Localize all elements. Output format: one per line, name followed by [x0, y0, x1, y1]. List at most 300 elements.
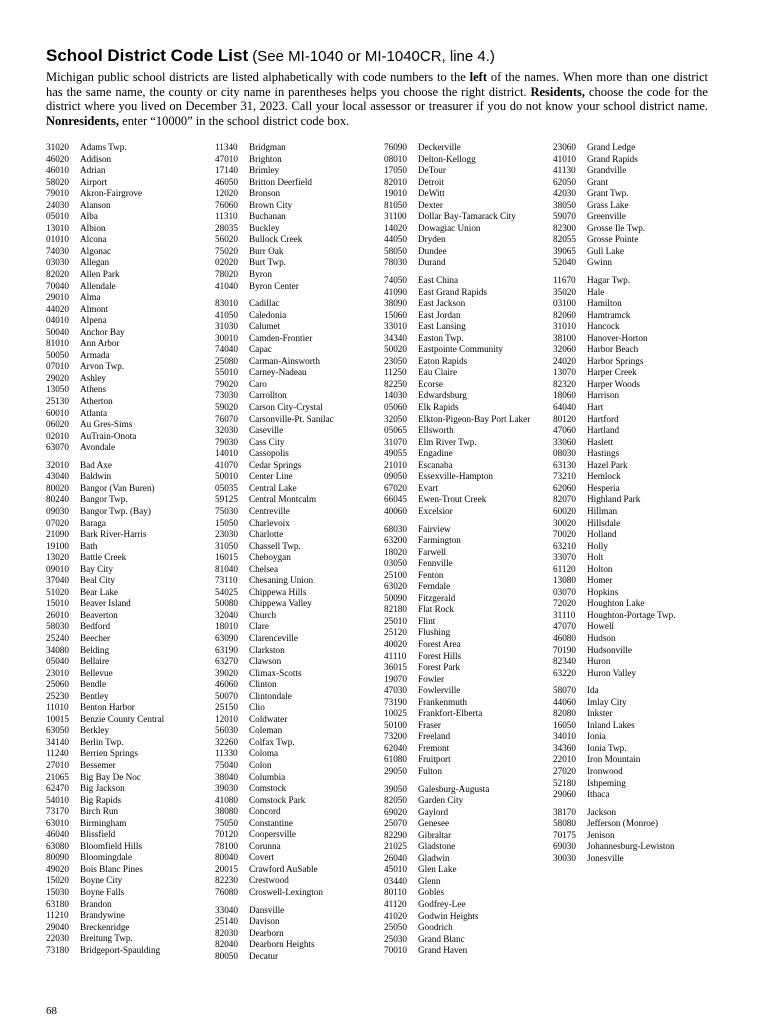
district-code: 31030: [215, 321, 238, 332]
district-code: 68030: [384, 523, 407, 534]
district-name: Bentley: [80, 690, 109, 701]
district-code: 82250: [384, 378, 407, 389]
district-row: [553, 766, 723, 778]
district-code: 44060: [553, 696, 576, 707]
district-row: [215, 795, 385, 807]
district-name: Allen Park: [80, 269, 120, 280]
district-row: [46, 621, 216, 633]
district-code: 25070: [384, 818, 407, 829]
district-row: [384, 437, 554, 449]
district-code: 32060: [553, 344, 576, 355]
district-row: [46, 442, 216, 454]
district-name: Gladwin: [418, 852, 450, 863]
district-row: [215, 621, 385, 633]
district-code: 50100: [384, 719, 407, 730]
district-code: 45010: [384, 864, 407, 875]
district-code: 81040: [215, 563, 238, 574]
district-code: 09010: [46, 563, 69, 574]
district-name: Bridgeport-Spaulding: [80, 944, 161, 955]
district-row: [553, 460, 723, 472]
district-column-4: [553, 142, 723, 864]
district-row: [215, 564, 385, 576]
district-code: 70010: [384, 945, 407, 956]
district-code: 63220: [553, 667, 576, 678]
district-name: Hillsdale: [587, 517, 621, 528]
district-code: 80050: [215, 950, 238, 961]
district-code: 59125: [215, 494, 238, 505]
district-name: Carman-Ainsworth: [249, 355, 320, 366]
district-name: Corunna: [249, 840, 281, 851]
district-row: [215, 806, 385, 818]
district-name: Grosse Ile Twp.: [587, 222, 646, 233]
district-code: 60020: [553, 505, 576, 516]
district-code: 63190: [215, 644, 238, 655]
district-name: Ionia: [587, 731, 606, 742]
district-row: [215, 864, 385, 876]
district-row: [384, 662, 554, 674]
district-row: [215, 829, 385, 841]
district-code: 70175: [553, 829, 576, 840]
district-name: Godwin Heights: [418, 910, 479, 921]
district-name: Eau Claire: [418, 367, 458, 378]
district-row: [553, 708, 723, 720]
district-row: [46, 587, 216, 599]
district-name: Bronson: [249, 188, 281, 199]
district-row: [384, 697, 554, 709]
district-name: Frankenmuth: [418, 696, 467, 707]
district-name: Centreville: [249, 505, 290, 516]
district-name: Holt: [587, 552, 604, 563]
district-row: [215, 506, 385, 518]
district-name: Holly: [587, 540, 608, 551]
district-name: Caledonia: [249, 309, 287, 320]
district-name: Freeland: [418, 731, 451, 742]
district-row: [384, 945, 554, 957]
district-code: 08030: [553, 448, 576, 459]
district-name: Climax-Scotts: [249, 667, 302, 678]
district-row: [553, 310, 723, 322]
district-row: [215, 737, 385, 749]
district-row: [553, 743, 723, 755]
district-row: [384, 864, 554, 876]
district-row: [46, 419, 216, 431]
district-row: [46, 257, 216, 269]
district-name: Ithaca: [587, 789, 610, 800]
district-code: 80120: [553, 413, 576, 424]
district-code: 41010: [553, 153, 576, 164]
district-row: [384, 321, 554, 333]
district-code: 12010: [215, 713, 238, 724]
district-row: [46, 887, 216, 899]
district-row: [384, 818, 554, 830]
district-row: [384, 784, 554, 796]
district-name: Glen Lake: [418, 864, 457, 875]
district-code: 03030: [46, 257, 69, 268]
district-name: Armada: [80, 349, 110, 360]
district-row: [215, 211, 385, 223]
district-code: 11670: [553, 275, 576, 286]
district-name: Breckenridge: [80, 921, 130, 932]
district-row: [553, 610, 723, 622]
district-name: Howell: [587, 621, 615, 632]
district-name: Essexville-Hampton: [418, 471, 494, 482]
district-row: [215, 887, 385, 899]
district-name: Hazel Park: [587, 459, 628, 470]
district-code: 74050: [384, 275, 407, 286]
district-row: [384, 310, 554, 322]
district-row: [384, 743, 554, 755]
district-name: Chippewa Valley: [249, 598, 312, 609]
district-name: Alcona: [80, 234, 107, 245]
district-name: Jackson: [587, 806, 617, 817]
district-name: Breitung Twp.: [80, 933, 133, 944]
district-name: Athens: [80, 384, 107, 395]
district-row: [553, 246, 723, 258]
district-code: 12020: [215, 188, 238, 199]
district-row: [384, 483, 554, 495]
district-name: Harrison: [587, 390, 620, 401]
district-row: [46, 384, 216, 396]
district-name: Addison: [80, 153, 112, 164]
district-row: [46, 338, 216, 350]
district-row: [384, 200, 554, 212]
district-code: 58080: [553, 818, 576, 829]
district-name: Anchor Bay: [80, 326, 125, 337]
district-code: 82290: [384, 829, 407, 840]
district-code: 32010: [46, 459, 69, 470]
district-code: 31010: [553, 321, 576, 332]
district-name: Fairview: [418, 523, 451, 534]
district-row: [553, 379, 723, 391]
district-name: Cassopolis: [249, 448, 289, 459]
district-name: Fraser: [418, 719, 441, 730]
district-code: 74030: [46, 245, 69, 256]
district-name: Dollar Bay-Tamarack City: [418, 211, 516, 222]
district-name: Arvon Twp.: [80, 361, 125, 372]
district-name: Algonac: [80, 245, 112, 256]
district-code: 29060: [553, 789, 576, 800]
district-row: [46, 633, 216, 645]
district-name: Alpena: [80, 315, 107, 326]
district-row: [384, 922, 554, 934]
district-code: 78020: [215, 269, 238, 280]
district-name: Burr Oak: [249, 245, 284, 256]
district-name: Crawford AuSable: [249, 863, 318, 874]
district-row: [215, 494, 385, 506]
district-name: Center Line: [249, 471, 293, 482]
district-code: 81050: [384, 199, 407, 210]
district-row: [215, 691, 385, 703]
district-row: [384, 581, 554, 593]
district-code: 25240: [46, 632, 69, 643]
district-row: [384, 899, 554, 911]
district-name: Engadine: [418, 448, 453, 459]
district-code: 75040: [215, 759, 238, 770]
district-row: [553, 830, 723, 842]
district-name: Ann Arbor: [80, 338, 120, 349]
district-name: Bedford: [80, 621, 111, 632]
district-code: 03050: [384, 558, 407, 569]
district-row: [215, 246, 385, 258]
district-row: [215, 760, 385, 772]
district-code: 27020: [553, 765, 576, 776]
district-row: [215, 321, 385, 333]
district-name: Delton-Kellogg: [418, 153, 476, 164]
district-code: 47030: [384, 685, 407, 696]
district-row: [215, 310, 385, 322]
district-row: [553, 685, 723, 697]
district-row: [46, 327, 216, 339]
district-code: 30010: [215, 332, 238, 343]
district-name: Allegan: [80, 257, 110, 268]
district-name: Bendle: [80, 679, 107, 690]
district-row: [553, 807, 723, 819]
district-code: 05040: [46, 656, 69, 667]
district-code: 49055: [384, 448, 407, 459]
district-row: [215, 668, 385, 680]
district-name: Elkton-Pigeon-Bay Port Laker: [418, 413, 531, 424]
district-code: 81010: [46, 338, 69, 349]
district-row: [384, 165, 554, 177]
district-row: [384, 275, 554, 287]
district-name: Dexter: [418, 199, 443, 210]
district-name: Berkley: [80, 725, 110, 736]
district-code: 32050: [384, 413, 407, 424]
district-row: [215, 518, 385, 530]
district-code: 03440: [384, 875, 407, 886]
district-name: Boyne Falls: [80, 887, 125, 897]
district-row: [46, 350, 216, 362]
district-row: [553, 471, 723, 483]
district-code: 82230: [215, 875, 238, 886]
district-code: 29010: [46, 292, 69, 303]
district-name: Coldwater: [249, 713, 288, 724]
district-code: 01010: [46, 234, 69, 245]
district-row: [553, 564, 723, 576]
district-row: [384, 471, 554, 483]
district-row: [553, 720, 723, 732]
district-code: 56030: [215, 725, 238, 736]
district-row: [215, 702, 385, 714]
district-name: Bessemer: [80, 759, 116, 770]
district-row: [384, 708, 554, 720]
district-row: [384, 425, 554, 437]
district-name: Grand Haven: [418, 945, 468, 956]
district-name: Jonesville: [587, 852, 624, 863]
district-code: 26040: [384, 852, 407, 863]
district-row: [46, 211, 216, 223]
district-row: [384, 674, 554, 686]
district-row: [553, 165, 723, 177]
district-code: 30030: [553, 852, 576, 863]
district-row: [215, 223, 385, 235]
district-name: DeTour: [418, 165, 446, 176]
district-row: [46, 818, 216, 830]
district-code: 16015: [215, 552, 238, 563]
district-row: [215, 448, 385, 460]
district-code: 50090: [384, 592, 407, 603]
district-code: 10025: [384, 708, 407, 719]
district-name: Elk Rapids: [418, 402, 459, 413]
district-code: 03100: [553, 298, 576, 309]
district-code: 46050: [215, 176, 238, 187]
district-name: Farwell: [418, 546, 447, 557]
district-row: [46, 598, 216, 610]
district-row: [553, 287, 723, 299]
district-name: Byron Center: [249, 280, 299, 291]
district-row: [384, 651, 554, 663]
district-row: [215, 610, 385, 622]
district-row: [384, 298, 554, 310]
district-row: [46, 483, 216, 495]
district-code: 67020: [384, 482, 407, 493]
district-name: Bloomfield Hills: [80, 840, 143, 851]
district-row: [553, 754, 723, 766]
district-row: [215, 575, 385, 587]
district-name: Atlanta: [80, 407, 108, 418]
district-row: [553, 223, 723, 235]
district-row: [46, 315, 216, 327]
district-name: Hillman: [587, 505, 618, 516]
district-name: Bois Blanc Pines: [80, 863, 143, 874]
district-name: Concord: [249, 806, 281, 817]
district-row: [215, 269, 385, 281]
district-code: 82020: [46, 269, 69, 280]
district-name: Fenton: [418, 569, 444, 580]
district-row: [46, 922, 216, 934]
district-name: Charlotte: [249, 529, 284, 540]
district-row: [553, 298, 723, 310]
district-name: Eastpointe Community: [418, 344, 503, 355]
district-code: 54025: [215, 586, 238, 597]
district-row: [46, 361, 216, 373]
district-row: [553, 668, 723, 680]
district-row: [553, 818, 723, 830]
district-row: [553, 697, 723, 709]
district-row: [384, 853, 554, 865]
district-code: 25050: [384, 922, 407, 933]
district-code: 41040: [215, 280, 238, 291]
district-code: 59020: [215, 402, 238, 413]
district-code: 82050: [384, 795, 407, 806]
district-code: 64040: [553, 402, 576, 413]
district-row: [215, 188, 385, 200]
district-name: Dansville: [249, 904, 285, 915]
district-code: 62040: [384, 742, 407, 753]
district-code: 07020: [46, 517, 69, 528]
district-code: 21025: [384, 841, 407, 852]
district-code: 44020: [46, 303, 69, 314]
district-row: [46, 494, 216, 506]
district-row: [384, 188, 554, 200]
district-code: 73030: [215, 390, 238, 401]
district-row: [553, 275, 723, 287]
district-code: 33060: [553, 436, 576, 447]
district-row: [215, 414, 385, 426]
district-row: [553, 448, 723, 460]
district-row: [384, 524, 554, 536]
district-row: [215, 905, 385, 917]
district-code: 25120: [384, 627, 407, 638]
district-code: 82040: [215, 939, 238, 950]
district-name: Buchanan: [249, 211, 286, 222]
district-name: Ferndale: [418, 581, 451, 592]
district-code: 05060: [384, 402, 407, 413]
district-name: Comstock Park: [249, 794, 306, 805]
district-code: 21090: [46, 529, 69, 540]
district-name: Capac: [249, 344, 272, 355]
district-code: 13050: [46, 384, 69, 395]
district-code: 24020: [553, 355, 576, 366]
district-name: Avondale: [80, 442, 116, 453]
district-row: [46, 656, 216, 668]
district-code: 76080: [215, 887, 238, 897]
district-code: 39020: [215, 667, 238, 678]
district-name: Holton: [587, 563, 613, 574]
district-row: [46, 188, 216, 200]
district-row: [384, 876, 554, 888]
intro-text-1: Michigan public school districts are listed alphabetically with code numbers to the: [46, 70, 470, 84]
page-title: [46, 46, 495, 67]
district-code: 76090: [384, 142, 407, 152]
district-name: Blissfield: [80, 829, 116, 840]
district-name: Cedar Springs: [249, 459, 302, 470]
district-name: Edwardsburg: [418, 390, 467, 401]
district-name: Farmington: [418, 535, 461, 546]
district-code: 38040: [215, 771, 238, 782]
district-code: 79020: [215, 378, 238, 389]
district-code: 23060: [553, 142, 576, 152]
district-code: 78030: [384, 257, 407, 268]
district-name: Central Montcalm: [249, 494, 317, 505]
district-code: 42030: [553, 188, 576, 199]
district-code: 58020: [46, 176, 69, 187]
district-code: 34010: [553, 731, 576, 742]
district-name: Galesburg-Augusta: [418, 783, 490, 794]
district-name: Carrollton: [249, 390, 287, 401]
district-row: [553, 367, 723, 379]
district-row: [553, 188, 723, 200]
district-name: Chippewa Hills: [249, 586, 307, 597]
district-code: 70190: [553, 644, 576, 655]
district-name: Gwinn: [587, 257, 613, 268]
district-row: [215, 257, 385, 269]
district-row: [553, 731, 723, 743]
district-name: Baraga: [80, 517, 107, 528]
district-name: Dearborn Heights: [249, 939, 315, 950]
intro-text-3: choose the code for the district where you lived on December 31, 2023. Call your local assessor or treasurer if you do not know your school district name.: [46, 84, 708, 114]
district-name: Glenn: [418, 875, 441, 886]
district-code: 02020: [215, 257, 238, 268]
district-code: 70040: [46, 280, 69, 291]
district-row: [384, 887, 554, 899]
district-code: 80090: [46, 852, 69, 863]
district-row: [215, 598, 385, 610]
district-row: [384, 142, 554, 154]
district-code: 19010: [384, 188, 407, 199]
district-name: Benton Harbor: [80, 702, 135, 713]
district-name: East Lansing: [418, 321, 466, 332]
district-row: [553, 853, 723, 865]
district-name: Ishpeming: [587, 777, 626, 788]
district-name: Bear Lake: [80, 586, 119, 597]
district-name: Inland Lakes: [587, 719, 635, 730]
district-row: [46, 396, 216, 408]
district-name: Burt Twp.: [249, 257, 286, 268]
district-row: [46, 702, 216, 714]
district-code: 58030: [46, 621, 69, 632]
district-code: 75050: [215, 817, 238, 828]
